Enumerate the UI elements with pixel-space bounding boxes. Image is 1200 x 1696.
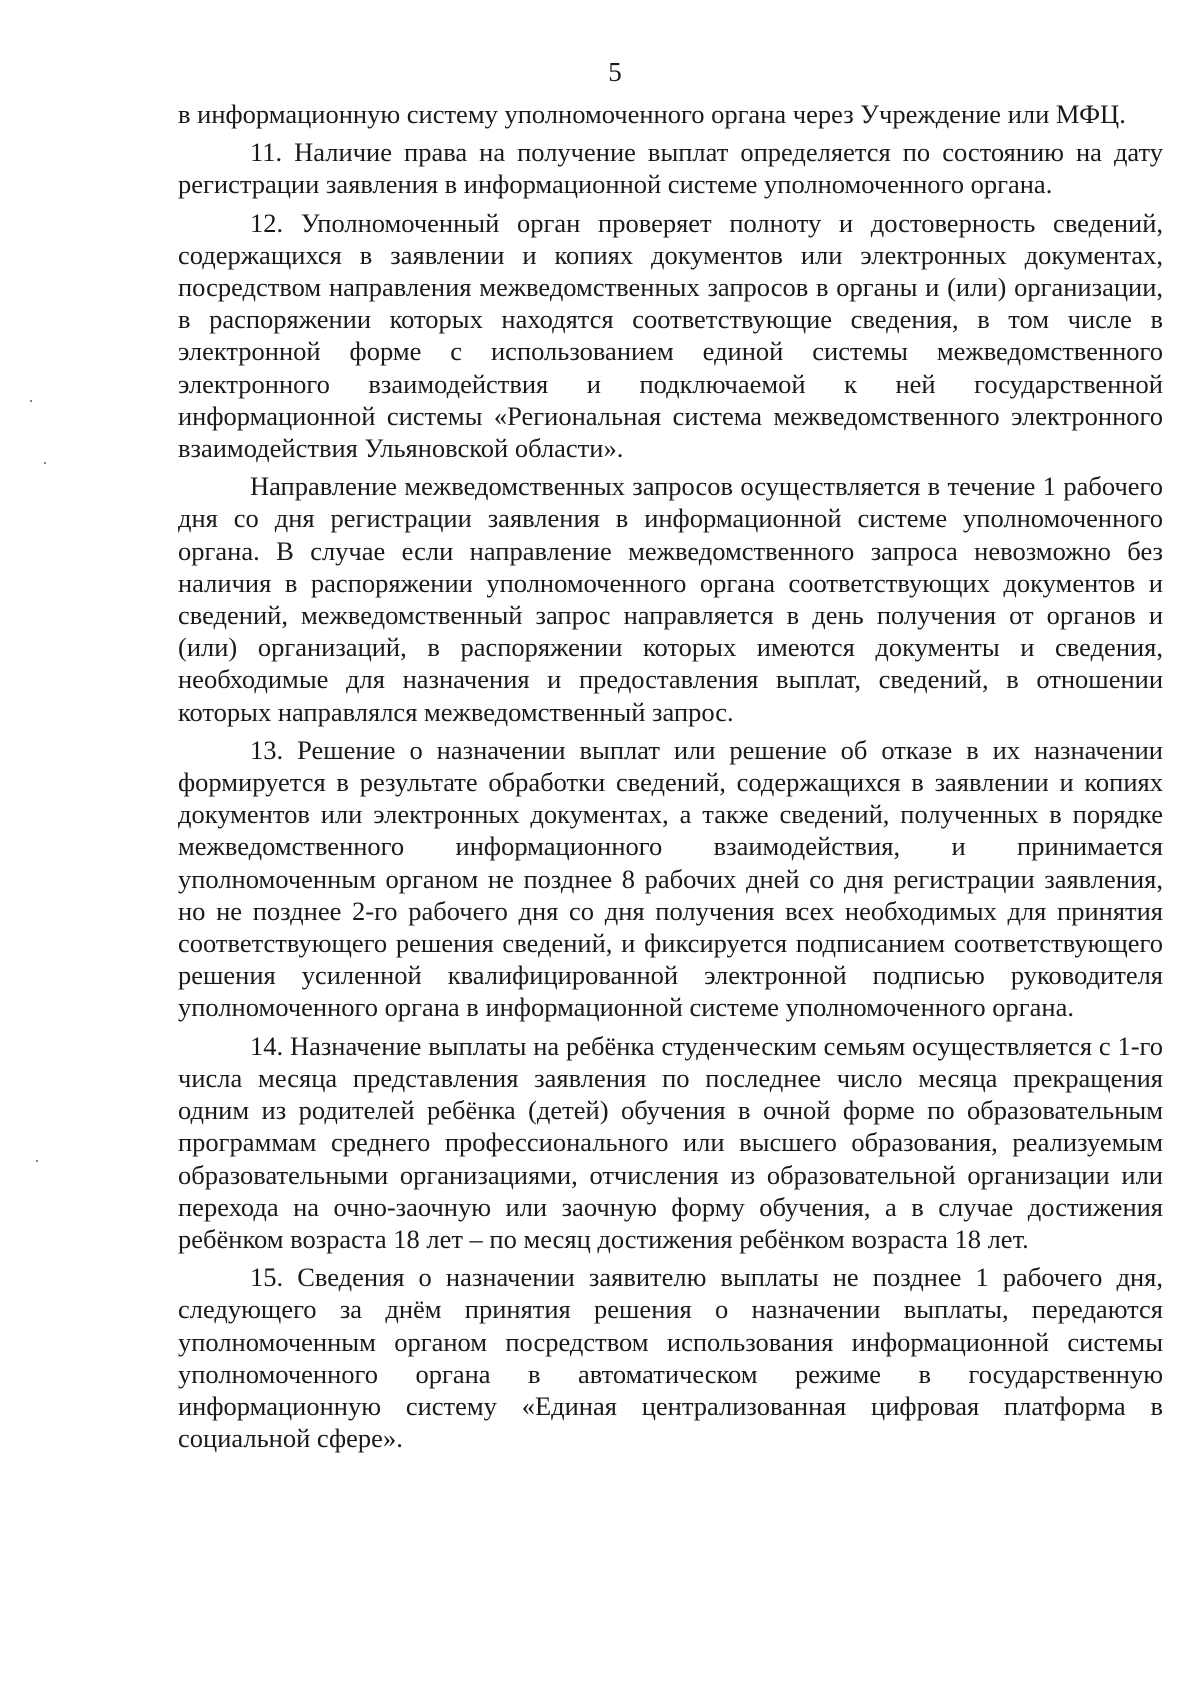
paragraph-14: 14. Назначение выплаты на ребёнка студенческим семьям осуществляется с 1-го числа месяца представления заявления по последнее число месяца прекращения одним из родителей ребёнка (детей) обучения в очной форме по образовательным программам среднего профессионального или высшего образования, реализуемым образовательными организациями, отчисления из образовательной организации или перехода на очно-заочную или заочную форму обучения, а в случае достижения ребёнком возраста 18 лет – по месяц достижения ребёнком возраста 18 лет. [178,1030,1163,1254]
scan-speck [30,400,32,402]
paragraph-12-requests: Направление межведомственных запросов осуществляется в течение 1 рабочего дня со дня регистрации заявления в информационной системе уполномоченного органа. В случае если направление межведомственного запроса невозможно без наличия в распоряжении уполномоченного органа соответствующих документов и сведений, межведомственный запрос направляется в день получения от органов и (или) организаций, в распоряжении которых имеются документы и сведения, необходимые для назначения и предоставления выплат, сведений, в отношении которых направлялся межведомственный запрос. [178,471,1163,727]
paragraph-continuation: в информационную систему уполномоченного органа через Учреждение или МФЦ. [178,99,1126,129]
paragraph-15: 15. Сведения о назначении заявителю выплаты не позднее 1 рабочего дня, следующего за днём принятия решения о назначении выплаты, передаются уполномоченным органом посредством использования информационной системы уполномоченного органа в автоматическом режиме в государственную информационную систему «Единая централизованная цифровая платформа в социальной сфере». [178,1262,1163,1454]
document-body [178,98,1163,1454]
paragraph-11: 11. Наличие права на получение выплат определяется по состоянию на дату регистрации заявления в информационной системе уполномоченного органа. [178,137,1163,200]
paragraph-12: 12. Уполномоченный орган проверяет полноту и достоверность сведений, содержащихся в заявлении и копиях документов или электронных документах, посредством направления межведомственных запросов в органы и (или) организации, в распоряжении которых находятся соответствующие сведения, в том числе в электронной форме с использованием единой системы межведомственного электронного взаимодействия и подключаемой к ней государственной информационной системы «Региональная система межведомственного электронного взаимодействия Ульяновской области». [178,207,1163,464]
scan-speck [44,462,46,464]
page-number: 5 [608,57,622,87]
paragraph-13: 13. Решение о назначении выплат или решение об отказе в их назначении формируется в результате обработки сведений, содержащихся в заявлении и копиях документов или электронных документах, а также сведений, полученных в порядке межведомственного информационного взаимодействия, и принимается уполномоченным органом не позднее 8 рабочих дней со дня регистрации заявления, но не позднее 2-го рабочего дня со дня получения всех необходимых для принятия соответствующего решения сведений, и фиксируется подписанием соответствующего решения усиленной квалифицированной электронной подписью руководителя уполномоченного органа в информационной системе уполномоченного органа. [178,734,1163,1023]
scan-speck [36,1160,38,1162]
